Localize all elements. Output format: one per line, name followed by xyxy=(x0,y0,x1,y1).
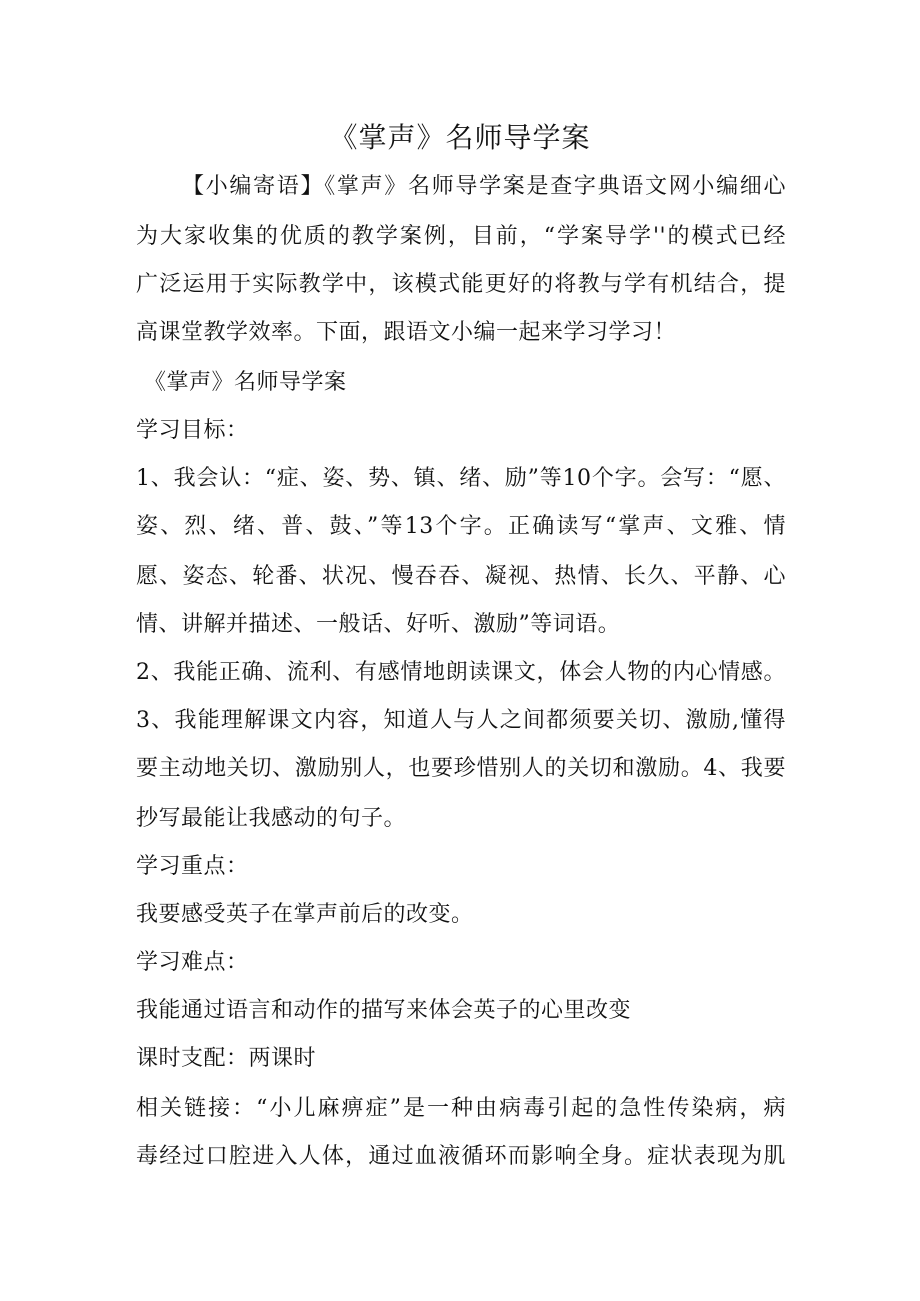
objective-1-line-3: 愿、姿态、轮番、状况、慢吞吞、凝视、热情、长久、平静、心 xyxy=(136,564,786,589)
subtitle: 《掌声》名师导学案 xyxy=(144,370,347,395)
intro-line-4: 高课堂教学效率。下面，跟语文小编一起来学习学习！ xyxy=(136,320,677,345)
objective-1-line-2: 姿、烈、绪、普、鼓、”等13个字。正确读写“掌声、文雅、情 xyxy=(136,514,786,539)
class-hours: 课时支配：两课时 xyxy=(136,1046,317,1071)
objective-4-line: 抄写最能让我感动的句子。 xyxy=(136,806,407,831)
objective-3-line-2: 要主动地关切、激励别人，也要珍惜别人的关切和激励。4、我要 xyxy=(136,756,786,781)
objective-2: 2、我能正确、流利、有感情地朗读课文，体会人物的内心情感。 xyxy=(136,660,786,685)
related-link-line-1: 相关链接：“小儿麻痹症”是一种由病毒引起的急性传染病，病 xyxy=(136,1096,786,1121)
key-point-text: 我要感受英子在掌声前后的改变。 xyxy=(136,902,474,927)
intro-line-3: 广泛运用于实际教学中，该模式能更好的将教与学有机结合，提 xyxy=(136,272,786,297)
heading-difficulties: 学习难点： xyxy=(136,950,249,975)
objective-1-line-4: 情、讲解并描述、一般话、好听、激励”等词语。 xyxy=(136,612,621,637)
document-title: 《掌声》名师导学案 xyxy=(329,121,591,154)
intro-line-2: 为大家收集的优质的教学案例，目前，“学案导学''的模式已经 xyxy=(136,224,786,249)
heading-key-points: 学习重点： xyxy=(136,854,249,879)
intro-line-1: 【小编寄语】《掌声》名师导学案是查字典语文网小编细心 xyxy=(182,174,786,199)
related-link-line-2: 毒经过口腔进入人体，通过血液循环而影响全身。症状表现为肌 xyxy=(136,1144,786,1169)
objective-1-line-1: 1、我会认：“症、姿、势、镇、绪、励”等10个字。会写：“愿、 xyxy=(136,466,786,491)
heading-objectives: 学习目标： xyxy=(136,418,249,443)
objective-3-line-1: 3、我能理解课文内容，知道人与人之间都须要关切、激励,懂得 xyxy=(136,708,786,733)
difficulty-text: 我能通过语言和动作的描写来体会英子的心里改变 xyxy=(136,998,632,1023)
